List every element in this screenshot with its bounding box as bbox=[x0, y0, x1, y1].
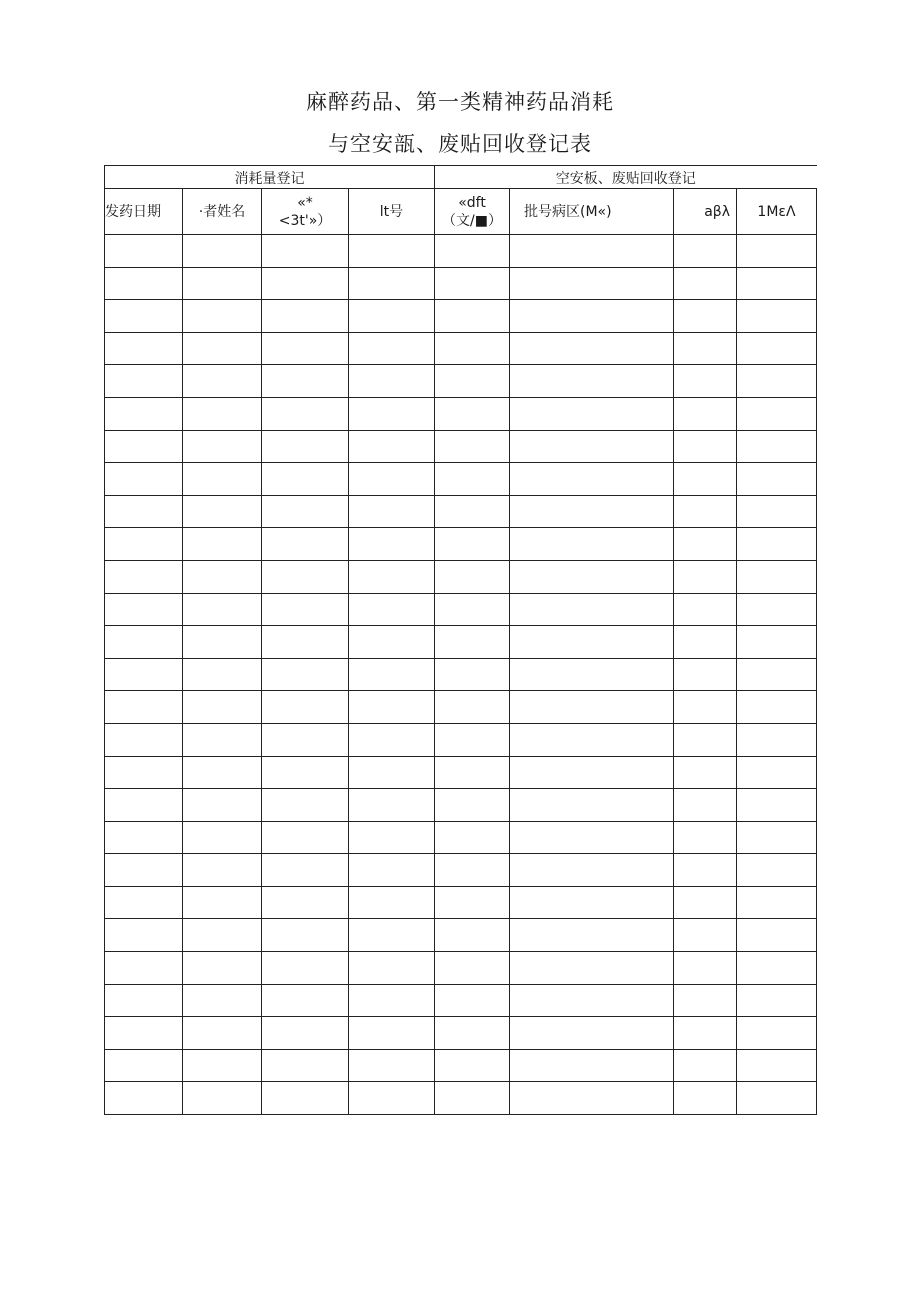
table-cell bbox=[435, 430, 510, 463]
table-cell bbox=[737, 658, 817, 691]
table-cell bbox=[510, 984, 674, 1017]
table-cell bbox=[183, 267, 262, 300]
table-cell bbox=[183, 1049, 262, 1082]
table-cell bbox=[349, 267, 435, 300]
table-cell bbox=[262, 984, 349, 1017]
table-cell bbox=[262, 1017, 349, 1050]
table-cell bbox=[737, 365, 817, 398]
col-header-5-line-1: «dft bbox=[458, 194, 486, 211]
table-cell bbox=[262, 560, 349, 593]
col-header-3-line-2: <3t'»） bbox=[278, 212, 332, 229]
form-title-line-2: 与空安瓿、废贴回收登记表 bbox=[328, 132, 592, 156]
table-cell bbox=[435, 626, 510, 659]
table-cell bbox=[349, 854, 435, 887]
table-cell bbox=[262, 430, 349, 463]
table-cell bbox=[105, 691, 183, 724]
table-cell bbox=[105, 235, 183, 268]
table-cell bbox=[183, 235, 262, 268]
table-cell bbox=[435, 300, 510, 333]
table-cell bbox=[262, 854, 349, 887]
table-cell bbox=[435, 658, 510, 691]
table-cell bbox=[510, 463, 674, 496]
table-cell bbox=[262, 365, 349, 398]
table-cell bbox=[737, 886, 817, 919]
table-cell bbox=[674, 495, 737, 528]
table-row bbox=[105, 430, 817, 463]
table-row bbox=[105, 1017, 817, 1050]
table-cell bbox=[105, 952, 183, 985]
table-cell bbox=[510, 789, 674, 822]
table-cell bbox=[349, 886, 435, 919]
table-cell bbox=[183, 397, 262, 430]
table-cell bbox=[349, 626, 435, 659]
table-cell bbox=[183, 560, 262, 593]
table-cell bbox=[737, 1082, 817, 1115]
table-row bbox=[105, 756, 817, 789]
table-cell bbox=[435, 1017, 510, 1050]
table-cell bbox=[183, 495, 262, 528]
table-cell bbox=[349, 593, 435, 626]
table-cell bbox=[435, 495, 510, 528]
table-cell bbox=[510, 658, 674, 691]
table-cell bbox=[737, 560, 817, 593]
form-title-line-1: 麻醉药品、第一类精神药品消耗 bbox=[306, 90, 614, 114]
table-cell bbox=[674, 267, 737, 300]
table-cell bbox=[262, 300, 349, 333]
table-cell bbox=[510, 1049, 674, 1082]
table-cell bbox=[262, 332, 349, 365]
table-cell bbox=[349, 463, 435, 496]
table-cell bbox=[183, 658, 262, 691]
table-cell bbox=[349, 919, 435, 952]
table-cell bbox=[674, 919, 737, 952]
table-cell bbox=[674, 821, 737, 854]
table-cell bbox=[105, 626, 183, 659]
table-cell bbox=[105, 984, 183, 1017]
table-cell bbox=[510, 1082, 674, 1115]
table-row bbox=[105, 495, 817, 528]
table-cell bbox=[262, 919, 349, 952]
table-cell bbox=[737, 397, 817, 430]
table-cell bbox=[183, 300, 262, 333]
table-cell bbox=[510, 919, 674, 952]
group-header-recycle: 空安板、废贴回收登记 bbox=[435, 166, 817, 189]
table-cell bbox=[674, 1082, 737, 1115]
table-cell bbox=[183, 984, 262, 1017]
table-cell bbox=[105, 1082, 183, 1115]
table-cell bbox=[183, 691, 262, 724]
table-cell bbox=[183, 756, 262, 789]
table-cell bbox=[435, 1049, 510, 1082]
table-cell bbox=[674, 886, 737, 919]
table-cell bbox=[105, 886, 183, 919]
table-cell bbox=[105, 267, 183, 300]
table-cell bbox=[674, 723, 737, 756]
table-cell bbox=[737, 332, 817, 365]
table-cell bbox=[349, 756, 435, 789]
table-cell bbox=[262, 821, 349, 854]
table-row bbox=[105, 267, 817, 300]
table-cell bbox=[349, 430, 435, 463]
table-cell bbox=[183, 919, 262, 952]
table-cell bbox=[674, 854, 737, 887]
table-row bbox=[105, 1082, 817, 1115]
table-cell bbox=[262, 463, 349, 496]
table-cell bbox=[105, 593, 183, 626]
table-cell bbox=[510, 528, 674, 561]
col-header-5 bbox=[435, 189, 510, 235]
table-cell bbox=[737, 528, 817, 561]
table-cell bbox=[674, 626, 737, 659]
table-cell bbox=[510, 593, 674, 626]
table-cell bbox=[435, 560, 510, 593]
table-cell bbox=[349, 723, 435, 756]
table-row bbox=[105, 365, 817, 398]
table-cell bbox=[349, 495, 435, 528]
table-cell bbox=[674, 430, 737, 463]
col-header-6: 批号病区(M«) bbox=[510, 189, 674, 235]
table-cell bbox=[737, 235, 817, 268]
table-cell bbox=[105, 854, 183, 887]
table-cell bbox=[737, 691, 817, 724]
table-cell bbox=[262, 495, 349, 528]
table-body bbox=[105, 235, 817, 1115]
table-row bbox=[105, 984, 817, 1017]
table-cell bbox=[105, 300, 183, 333]
table-cell bbox=[262, 626, 349, 659]
table-cell bbox=[349, 560, 435, 593]
table-cell bbox=[674, 952, 737, 985]
table-cell bbox=[435, 1082, 510, 1115]
table-row bbox=[105, 626, 817, 659]
table-row bbox=[105, 235, 817, 268]
table-cell bbox=[435, 365, 510, 398]
table-cell bbox=[105, 789, 183, 822]
table-cell bbox=[183, 789, 262, 822]
table-cell bbox=[435, 235, 510, 268]
table-cell bbox=[262, 691, 349, 724]
table-cell bbox=[737, 430, 817, 463]
table-cell bbox=[262, 397, 349, 430]
table-cell bbox=[262, 267, 349, 300]
table-cell bbox=[674, 397, 737, 430]
table-cell bbox=[510, 821, 674, 854]
table-cell bbox=[737, 821, 817, 854]
table-cell bbox=[674, 365, 737, 398]
table-cell bbox=[737, 267, 817, 300]
table-cell bbox=[183, 886, 262, 919]
group-header-consumption: 消耗量登记 bbox=[105, 166, 435, 189]
table-cell bbox=[435, 984, 510, 1017]
table-cell bbox=[510, 756, 674, 789]
table-cell bbox=[183, 821, 262, 854]
table-cell bbox=[737, 723, 817, 756]
table-row bbox=[105, 560, 817, 593]
table-cell bbox=[674, 528, 737, 561]
table-cell bbox=[105, 821, 183, 854]
table-row bbox=[105, 919, 817, 952]
table-cell bbox=[435, 267, 510, 300]
table-cell bbox=[183, 626, 262, 659]
table-cell bbox=[435, 756, 510, 789]
table-cell bbox=[674, 756, 737, 789]
table-cell bbox=[737, 495, 817, 528]
table-cell bbox=[737, 626, 817, 659]
table-row bbox=[105, 300, 817, 333]
table-cell bbox=[183, 1082, 262, 1115]
table-cell bbox=[105, 495, 183, 528]
table-cell bbox=[737, 1017, 817, 1050]
table-cell bbox=[674, 984, 737, 1017]
table-cell bbox=[349, 691, 435, 724]
table-cell bbox=[435, 723, 510, 756]
table-row bbox=[105, 332, 817, 365]
registration-table bbox=[104, 165, 817, 1115]
table-cell bbox=[349, 1082, 435, 1115]
table-cell bbox=[737, 593, 817, 626]
table-cell bbox=[183, 723, 262, 756]
table-cell bbox=[510, 365, 674, 398]
table-cell bbox=[435, 463, 510, 496]
table-cell bbox=[674, 593, 737, 626]
table-cell bbox=[105, 756, 183, 789]
table-cell bbox=[349, 952, 435, 985]
table-cell bbox=[262, 789, 349, 822]
table-cell bbox=[183, 593, 262, 626]
table-cell bbox=[349, 821, 435, 854]
table-cell bbox=[510, 952, 674, 985]
table-cell bbox=[105, 463, 183, 496]
table-cell bbox=[435, 397, 510, 430]
table-cell bbox=[510, 854, 674, 887]
table-cell bbox=[183, 1017, 262, 1050]
table-cell bbox=[105, 1017, 183, 1050]
table-cell bbox=[349, 658, 435, 691]
table-cell bbox=[510, 397, 674, 430]
table-cell bbox=[349, 397, 435, 430]
table-row bbox=[105, 397, 817, 430]
table-cell bbox=[737, 756, 817, 789]
table-cell bbox=[510, 1017, 674, 1050]
col-header-patient-name: ·者姓名 bbox=[183, 189, 262, 235]
table-row bbox=[105, 1049, 817, 1082]
table-cell bbox=[349, 300, 435, 333]
table-cell bbox=[674, 332, 737, 365]
table-cell bbox=[105, 332, 183, 365]
table-cell bbox=[674, 1017, 737, 1050]
table-row bbox=[105, 789, 817, 822]
table-cell bbox=[183, 952, 262, 985]
table-cell bbox=[105, 365, 183, 398]
table-row bbox=[105, 821, 817, 854]
table-cell bbox=[435, 691, 510, 724]
table-cell bbox=[349, 789, 435, 822]
table-cell bbox=[510, 691, 674, 724]
table-cell bbox=[510, 300, 674, 333]
col-header-8: 1MεΛ bbox=[737, 189, 817, 235]
table-row bbox=[105, 723, 817, 756]
table-cell bbox=[349, 1017, 435, 1050]
table-row bbox=[105, 528, 817, 561]
table-cell bbox=[510, 430, 674, 463]
table-cell bbox=[510, 495, 674, 528]
table-cell bbox=[105, 528, 183, 561]
table-row bbox=[105, 593, 817, 626]
table-cell bbox=[435, 332, 510, 365]
col-header-3 bbox=[262, 189, 349, 235]
table-cell bbox=[105, 723, 183, 756]
table-cell bbox=[262, 952, 349, 985]
table-cell bbox=[674, 691, 737, 724]
table-cell bbox=[737, 300, 817, 333]
table-cell bbox=[262, 593, 349, 626]
table-cell bbox=[262, 756, 349, 789]
table-cell bbox=[510, 723, 674, 756]
table-cell bbox=[510, 886, 674, 919]
table-cell bbox=[105, 919, 183, 952]
table-cell bbox=[435, 789, 510, 822]
table-cell bbox=[674, 463, 737, 496]
table-cell bbox=[262, 886, 349, 919]
table-cell bbox=[674, 560, 737, 593]
col-header-5-line-2: （文/■） bbox=[442, 212, 502, 229]
table-cell bbox=[105, 560, 183, 593]
table-cell bbox=[674, 658, 737, 691]
table-cell bbox=[737, 854, 817, 887]
table-cell bbox=[349, 1049, 435, 1082]
table-cell bbox=[435, 821, 510, 854]
table-row bbox=[105, 658, 817, 691]
table-cell bbox=[183, 463, 262, 496]
table-cell bbox=[262, 528, 349, 561]
table-cell bbox=[183, 528, 262, 561]
table-cell bbox=[674, 1049, 737, 1082]
table-cell bbox=[510, 626, 674, 659]
table-cell bbox=[435, 528, 510, 561]
table-row bbox=[105, 854, 817, 887]
table-cell bbox=[349, 365, 435, 398]
table-cell bbox=[510, 235, 674, 268]
table-cell bbox=[737, 463, 817, 496]
table-row bbox=[105, 463, 817, 496]
table-row bbox=[105, 886, 817, 919]
table-cell bbox=[435, 854, 510, 887]
table-cell bbox=[105, 397, 183, 430]
table-cell bbox=[262, 1082, 349, 1115]
table-cell bbox=[105, 1049, 183, 1082]
table-cell bbox=[262, 723, 349, 756]
table-cell bbox=[105, 658, 183, 691]
table-cell bbox=[183, 430, 262, 463]
table-cell bbox=[435, 886, 510, 919]
table-cell bbox=[674, 300, 737, 333]
table-cell bbox=[435, 593, 510, 626]
table-cell bbox=[737, 952, 817, 985]
table-cell bbox=[349, 235, 435, 268]
table-cell bbox=[435, 919, 510, 952]
table-row bbox=[105, 691, 817, 724]
table-cell bbox=[737, 919, 817, 952]
table-cell bbox=[674, 235, 737, 268]
table-cell bbox=[737, 789, 817, 822]
table-cell bbox=[737, 1049, 817, 1082]
table-cell bbox=[183, 332, 262, 365]
table-cell bbox=[349, 984, 435, 1017]
table-cell bbox=[105, 430, 183, 463]
table-cell bbox=[349, 332, 435, 365]
col-header-4: lt号 bbox=[349, 189, 435, 235]
table-cell bbox=[183, 365, 262, 398]
table-cell bbox=[737, 984, 817, 1017]
table-cell bbox=[435, 952, 510, 985]
table-row bbox=[105, 952, 817, 985]
table-cell bbox=[262, 1049, 349, 1082]
table-cell bbox=[510, 267, 674, 300]
col-header-3-line-1: «* bbox=[297, 194, 313, 211]
table-cell bbox=[510, 560, 674, 593]
table-cell bbox=[349, 528, 435, 561]
table-cell bbox=[674, 789, 737, 822]
table-cell bbox=[183, 854, 262, 887]
table-cell bbox=[262, 235, 349, 268]
table-cell bbox=[262, 658, 349, 691]
table-cell bbox=[510, 332, 674, 365]
col-header-dispense-date: 发药日期 bbox=[105, 189, 183, 235]
col-header-7: aβλ bbox=[674, 189, 737, 235]
